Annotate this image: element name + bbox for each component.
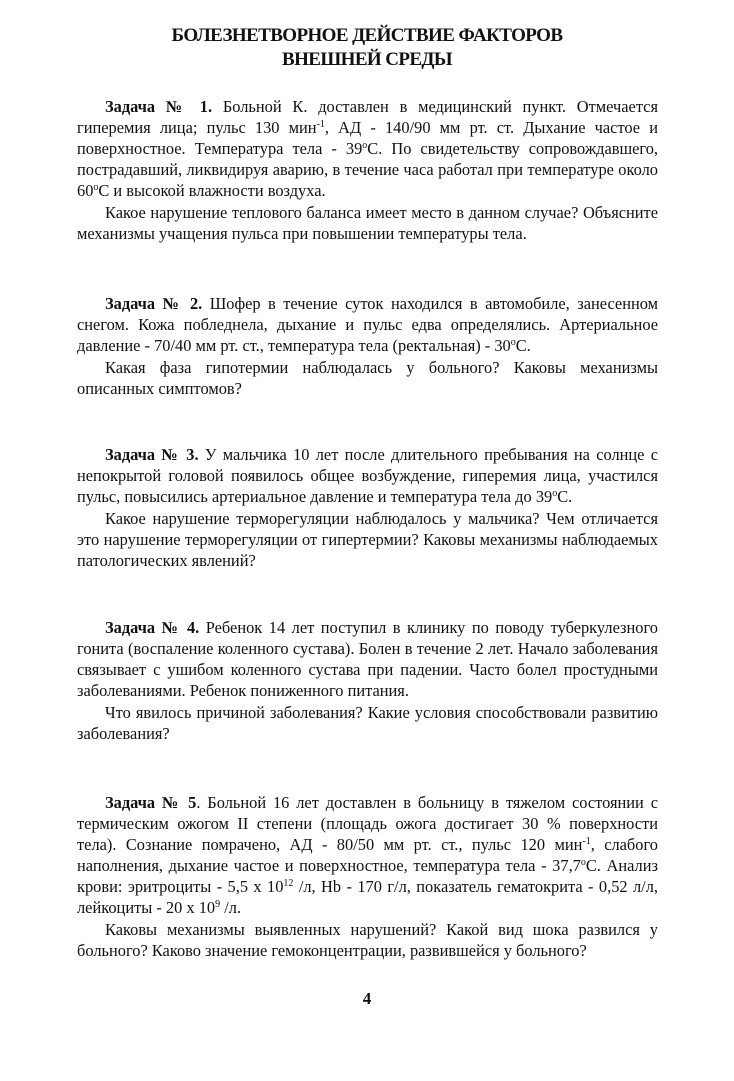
task-4-statement: Задача № 4. Ребенок 14 лет поступил в клинику по поводу туберкулезного гонита (воспаление коленного сустава). Болен в течение 2 лет. Начало заболевания связывает с ушибом коленного сустава при падении. Часто болел простудными заболеваниями. Ребенок пониженного питания. bbox=[77, 618, 658, 700]
task-4-question: Что явилось причиной заболевания? Какие условия способствовали развитию заболевания? bbox=[77, 703, 658, 743]
task-5 bbox=[77, 792, 658, 961]
task-5-statement: Задача № 5. Больной 16 лет доставлен в больницу в тяжелом состоянии с термическим ожогом II степени (площадь ожога достигает 30 % поверхности тела). Сознание помрачено, АД - 80/50 мм рт. ст., пульс 120 мин$^{-1}$, слабого наполнения, дыхание частое и поверхностное, температура тела - $37,7^оС$. Анализ крови: эритроциты - 5,5 х $10^{12}$ /л, Hb - 170 г/л, показатель гематокрита - 0,52 л/л, лейкоциты - 20 х $10^9$ /л. bbox=[77, 793, 658, 917]
task-1 bbox=[77, 96, 658, 244]
title-line-1: БОЛЕЗНЕТВОРНОЕ ДЕЙСТВИЕ ФАКТОРОВ bbox=[171, 25, 563, 46]
task-1-statement: Задача № 1. Больной К. доставлен в медицинский пункт. Отмечается гиперемия лица; пульс 130 мин$^{-1}$, АД - 140/90 мм рт. ст. Дыхание частое и поверхностное. Температура тела - $39^оС$. По свидетельству сопровождавшего, пострадавший, ликвидируя аварию, в течение часа работал при температуре около $60^оС$ и высокой влажности воздуха. bbox=[77, 97, 659, 200]
title-line-2: ВНЕШНЕЙ СРЕДЫ bbox=[282, 49, 452, 70]
task-3-question: Какое нарушение терморегуляции наблюдалось у мальчика? Чем отличается это нарушение терморегуляции от гипертермии? Каковы механизмы наблюдаемых патологических явлений? bbox=[77, 509, 658, 570]
page-title bbox=[0, 24, 734, 72]
task-2-statement: Задача № 2. Шофер в течение суток находился в автомобиле, занесенном снегом. Кожа побледнела, дыхание и пульс едва определялись. Артериальное давление - 70/40 мм рт. ст., температура тела (ректальная) - $30^оС$. bbox=[77, 294, 658, 355]
task-3 bbox=[77, 444, 658, 571]
task-3-statement: Задача № 3. У мальчика 10 лет после длительного пребывания на солнце с непокрытой головой появилось общее возбуждение, гиперемия лица, участился пульс, повысились артериальное давление и температура тела до $39^оС$. bbox=[77, 445, 658, 506]
task-5-question: Каковы механизмы выявленных нарушений? Какой вид шока развился у больного? Каково значение гемоконцентрации, развившейся у больного? bbox=[77, 920, 658, 960]
task-1-label: Задача № 1. bbox=[105, 97, 213, 116]
task-1-question: Какое нарушение теплового баланса имеет место в данном случае? Объясните механизмы учащения пульса при повышении температуры тела. bbox=[77, 203, 658, 243]
task-3-label: Задача № 3. bbox=[105, 445, 199, 464]
page-number: 4 bbox=[362, 989, 372, 1008]
task-2 bbox=[77, 293, 658, 399]
task-4 bbox=[77, 617, 658, 744]
task-4-label: Задача № 4. bbox=[105, 618, 200, 637]
task-2-question: Какая фаза гипотермии наблюдалась у больного? Каковы механизмы описанных симптомов? bbox=[77, 358, 658, 398]
task-2-label: Задача № 2. bbox=[105, 294, 203, 313]
task-5-label: Задача № 5 bbox=[105, 793, 197, 812]
